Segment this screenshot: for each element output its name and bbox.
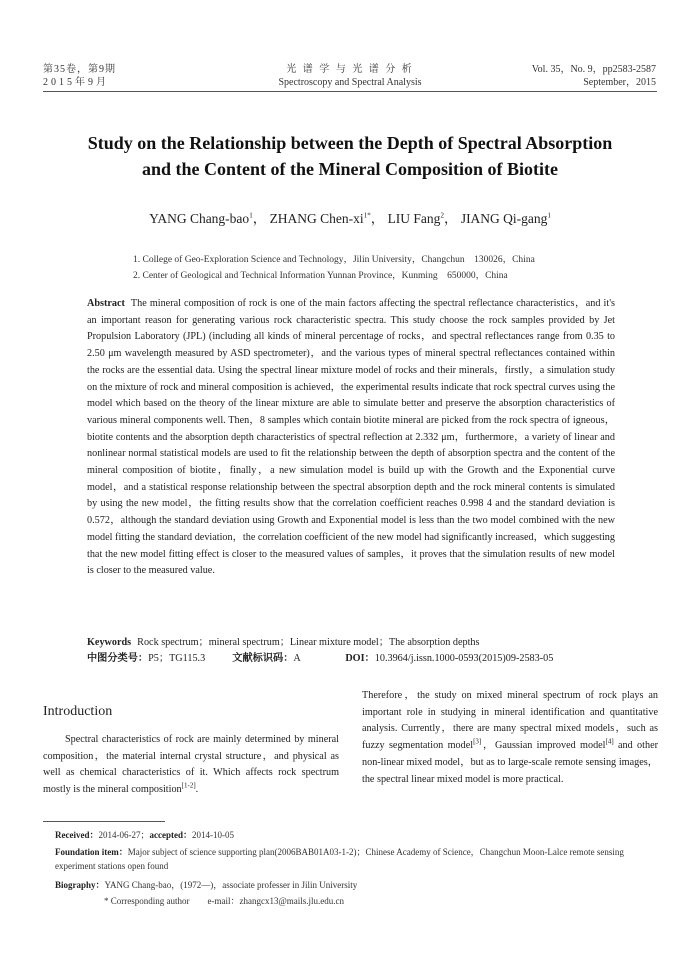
journal-name-cn: 光 谱 学 与 光 谱 分 析 [286,64,414,75]
introduction-paragraph: Spectral characteristics of rock are mainly determined by mineral composition，the material internal crystal structure，and physical as well as chemical characteristics of it. Which affects rock spectrum mostly is the mineral composition[1-2]. [43,734,339,796]
keywords-label: Keywords [87,637,132,648]
footnote-divider [43,821,165,822]
abstract-label: Abstract [87,298,125,309]
footnote-biography: Biography：YANG Chang-bao，(1972—)，associate professer in Jilin University [55,880,358,890]
author: YANG Chang-bao$^1$， [149,211,267,226]
volume-pages-en: Vol. 35，No. 9，pp2583-2587 [531,64,656,75]
body-right-column: Therefore，the study on mixed mineral spectrum of rock plays an important role in studying in mineral identification and quantitative analysis. Currently，there are many spectral mixed models，such as fuzzy segmentation model[3]，Gaussian improved model[4] and other non-linear mixed model，but as to large-scale remote sensing images，the spectral linear mixed model is more practical. [362,690,658,785]
footnote-received: Received：2014-06-27；accepted：2014-10-05 [55,830,234,840]
clc-label: 中图分类号： [87,653,149,664]
affiliation-1: 1. College of Geo-Exploration Science and Technology，Jilin University，Changchun 130026，China [133,255,535,265]
doi-value: 10.3964/j.issn.1000-0593(2015)09-2583-05 [374,653,554,664]
doi-label: DOI： [345,653,375,664]
classification-line [87,651,615,667]
author: JIANG Qi-gang$^1$ [460,211,551,226]
date-en: September，2015 [583,76,656,88]
header-divider [43,91,657,92]
abstract [87,296,615,580]
paper-title-line-2: and the Content of the Mineral Composition of Biotite [142,159,558,179]
keywords-text: Rock spectrum；mineral spectrum；Linear mixture model；The absorption depths [137,637,480,648]
journal-citation [532,64,656,89]
citation: [3] [473,737,482,746]
author: LIU Fang$^2$， [387,211,458,226]
doc-code-value: A [293,653,301,664]
body-left-column [43,688,339,799]
paper-title [30,130,670,182]
author: ZHANG Chen-$xi^{1*}$， [269,211,385,226]
volume-issue-cn: 第35卷，第9期 [43,64,116,75]
doc-code-label: 文献标识码： [232,653,294,664]
author-list [0,207,700,227]
date-cn: 2015年9月 [43,76,109,88]
paper-title-line-1: Study on the Relationship between the Depth of Spectral Absorption [87,133,613,153]
section-heading-introduction: Introduction [43,704,113,719]
citation: [1-2] [181,781,196,790]
keywords [87,635,615,651]
affiliation-2: 2. Center of Geological and Technical Information Yunnan Province，Kunming 650000，China [133,271,508,281]
footnote-foundation: Foundation item：Major subject of science supporting plan(2006BAB01A03-1-2)；Chinese Academy of Science，Changchun Moon-Lalce remote sensing experiment stations open found [55,847,624,871]
journal-name-en: Spectroscopy and Spectral Analysis [278,76,422,88]
clc-value: P5；TG115.3 [148,653,206,664]
citation: [4] [605,737,614,746]
abstract-text: The mineral composition of rock is one of the main factors affecting the spectral reflectance characteristics，and it's an important reason for generating various rock characteristic spectra. This study choose the rock samples provided by Jet Propulsion Laboratory (JPL) (including all kinds of mineral percentage of rocks，and spectral reflectances range from 0.35 to 2.50 μm wavelength measured by ASD spectrometer)，and the various types of mineral spectral reflectances contained within the rocks are the essential data. Using the spectral linear mixture model of rocks and their minerals，firstly，a simulation study on the mixture of rock and mineral composition is achieved，the experimental results indicate that rock spectral curves using the model which based on the theory of the linear mixture are able to simulate better and preserve the absorption characteristics of various mineral components well. Then，8 samples which contain biotite mineral are picked from the rock spectra of igneous，biotite contents and the absorption depth characteristics of spectral reflection at 2.332 μm，furthermore，a variety of linear and nonlinear normal statistical models are used to fit the relationship between the depth of absorption spectra and the content of the mineral composition of biotite，finally，a new simulation model is build up with the Growth and the Exponential curve model，and a statistical response relationship between the spectral absorption depth and the rock mineral contents is simulated by using the new model，the fitting results show that the correlation coefficient reaches 0.998 4 and the standard deviation is 0.572，although the standard deviation using Growth and Exponential model is less than the two model combined with the new model fitting the standard deviation，the correlation coefficient of the new model had significantly increased，which suggesting that the new model fitting effect is closer to the measured values of samples，it proves that the simulation results of new model is closer to the measured value. [87,298,615,577]
footnote-corresponding-author: * Corresponding author e-mail：zhangcx13@mails.jlu.edu.cn [104,896,344,906]
